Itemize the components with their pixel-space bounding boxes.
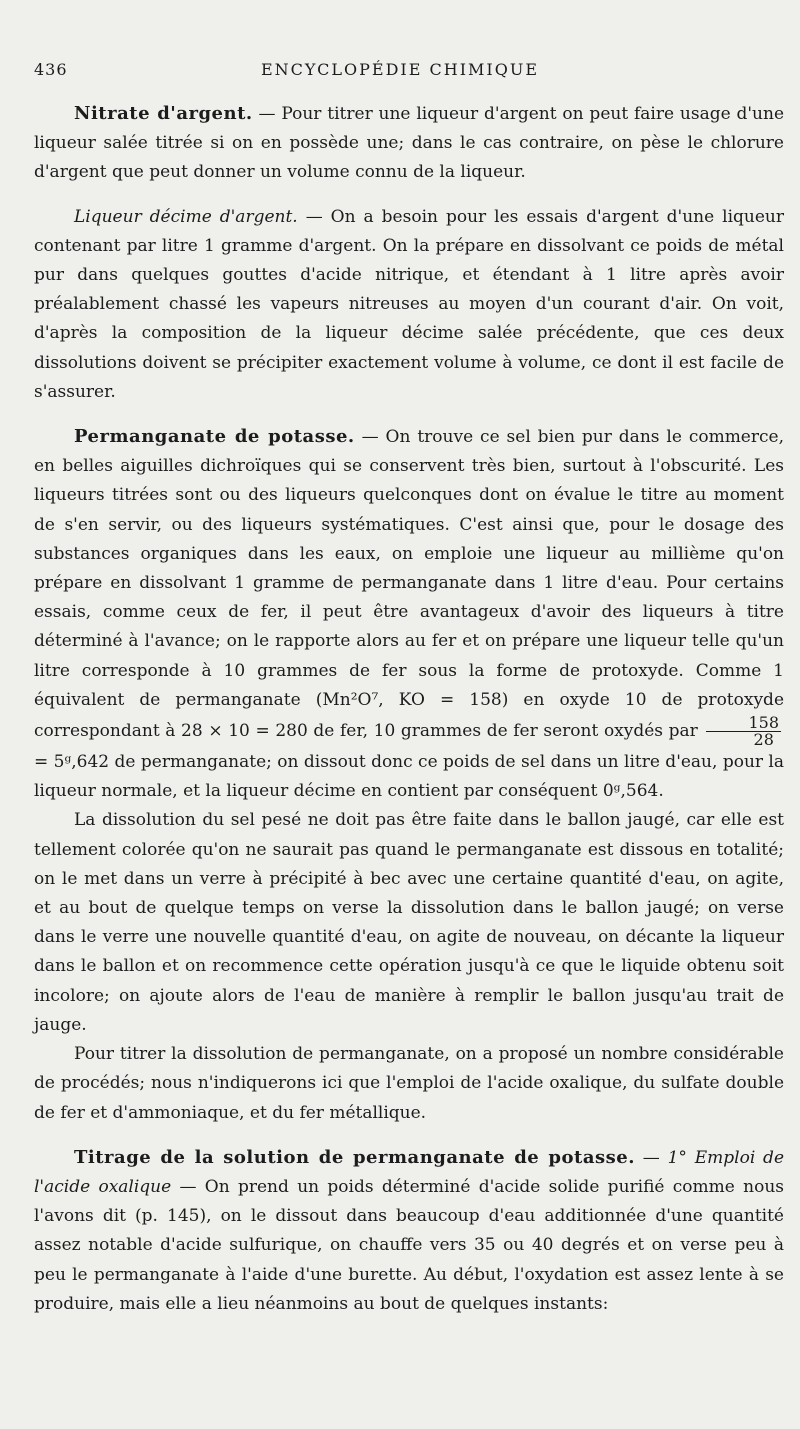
paragraph-nitrate — [34, 99, 784, 188]
text-liqueur-decime: — On a besoin pour les essais d'argent d'une liqueur contenant par litre 1 gramme d'argent. On la prépare en dissolvant ce poids de métal pur dans quelques gouttes d'acide nitrique, et étendant à 1 litre après avoir préalablement chassé les vapeurs nitreuses au moyen d'un courant d'air. On voit, d'après la composition de la liqueur décime salée précédente, que ces deux dissolutions doivent se précipiter exactement volume à volume, ce dont il est facile de s'assurer. — [34, 206, 784, 402]
page-header — [34, 60, 766, 90]
text-permanganate-b: = 5ᵍ,642 de permanganate; on dissout donc ce poids de sel dans un litre d'eau, pour la liqueur normale, et la liqueur décime en contient par conséquent 0ᵍ,564. — [34, 752, 784, 802]
fraction — [706, 715, 781, 748]
paragraph-permanganate — [34, 422, 784, 806]
page-number: 436 — [34, 60, 68, 79]
heading-permanganate: Permanganate de potasse. — [74, 426, 355, 448]
heading-liqueur-decime: Liqueur décime d'argent. — [74, 206, 298, 227]
text-titrage: — On prend un poids déterminé d'acide solide purifié comme nous l'avons dit (p. 145), on le dissout dans beaucoup d'eau additionnée d'une quantité assez notable d'acide sulfurique, on chauffe vers 35 ou 40 degrés et on verse peu à peu le permanganate à l'aide d'une burette. Au début, l'oxydation est assez lente à se produire, mais elle a lieu néanmoins au bout de quelques instants: — [34, 1176, 785, 1314]
text-permanganate-a: — On trouve ce sel bien pur dans le commerce, en belles aiguilles dichroïques qui se conservent très bien, surtout à l'obscurité. Les liqueurs titrées sont ou des liqueurs quelconques dont on évalue le titre au moment de s'en servir, ou des liqueurs systématiques. C'est ainsi que, pour le dosage des substances organiques dans les eaux, on emploie une liqueur au millième qu'on prépare en dissolvant 1 gramme de permanganate dans 1 litre d'eau. Pour certains essais, comme ceux de fer, il peut être avantageux d'avoir des liqueurs à titre déterminé à l'avance; on le rapporte alors au fer et on prépare une liqueur telle qu'un litre corresponde à 10 grammes de fer sous la forme de protoxyde. Comme 1 équivalent de permanganate (Mn²O⁷, KO = 158) en oxyde 10 de protoxyde correspondant à 28 × 10 = 280 de fer, 10 grammes de fer seront oxydés par — [34, 427, 784, 742]
text-nitrate: — Pour titrer une liqueur d'argent on peut faire usage d'une liqueur salée titrée si on en possède une; dans le cas contraire, on pèse le chlorure d'argent que peut donner un volume connu de la liqueur. — [34, 104, 785, 183]
fraction-denominator: 28 — [753, 730, 774, 750]
paragraph-titrage — [34, 1143, 784, 1319]
page-body — [34, 99, 784, 1319]
paragraph-titrer: Pour titrer la dissolution de permanganate, on a proposé un nombre considérable de procédés; nous n'indiquerons ici que l'emploi de l'acide oxalique, du sulfate double de fer et d'ammoniaque, et du fer métallique. — [34, 1044, 784, 1123]
paragraph-liqueur-decime — [34, 203, 784, 407]
heading-nitrate: Nitrate d'argent. — [74, 103, 253, 124]
subheading-acide-oxalique: 1° Emploi de l'acide oxalique — [34, 1147, 785, 1197]
heading-titrage: Titrage de la solution de permanganate de potasse. — [74, 1146, 635, 1168]
paragraph-dissolution: La dissolution du sel pesé ne doit pas être faite dans le ballon jaugé, car elle est tellement colorée qu'on ne saurait pas quand le permanganate est dissous en totalité; on le met dans un verre à précipité à bec avec une certaine quantité d'eau, on agite, et au bout de quelque temps on verse la dissolution dans le ballon jaugé; on verse dans le verre une nouvelle quantité d'eau, on agite de nouveau, on décante la liqueur dans le ballon et on recommence cette opération jusqu'à ce que le liquide obtenu soit incolore; on ajoute alors de l'eau de manière à remplir le ballon jusqu'au trait de jauge. — [34, 810, 784, 1035]
fraction-numerator: 158 — [706, 715, 781, 732]
running-title: ENCYCLOPÉDIE CHIMIQUE — [260, 60, 540, 79]
heading-titrage-dash: — — [634, 1147, 660, 1168]
